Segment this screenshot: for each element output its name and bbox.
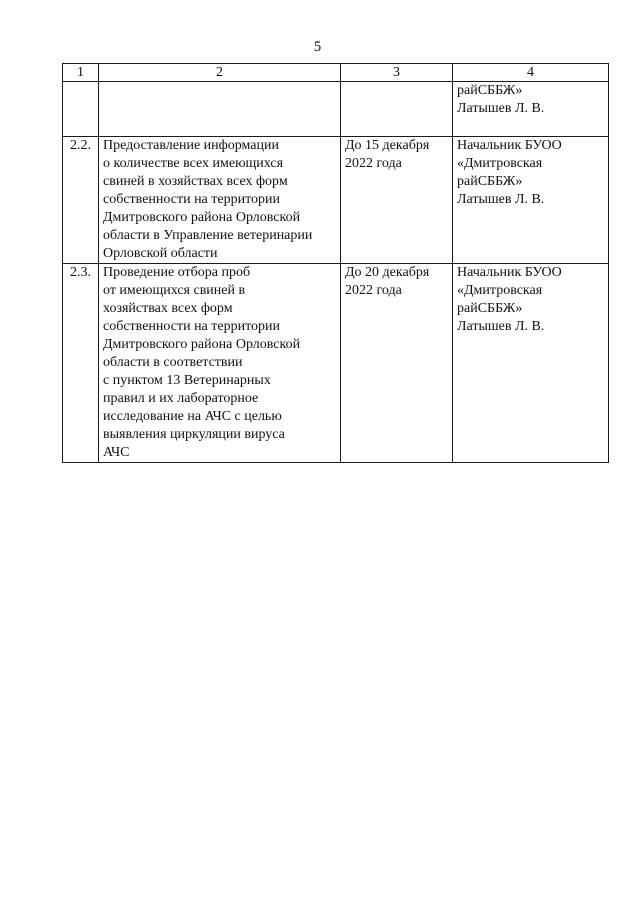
measure-text-cell <box>99 82 341 137</box>
measure-text-line: Проведение отбора проб <box>103 265 251 280</box>
measure-text-line: Орловской области <box>103 246 218 261</box>
row-number-cell: 2.3. <box>63 264 99 463</box>
page-number: 5 <box>313 39 322 55</box>
measure-text-line: собственности на территории <box>103 192 281 207</box>
measure-text-cell <box>99 264 341 463</box>
responsible-line: Латышев Л. В. <box>457 101 545 116</box>
deadline-cell <box>341 137 453 264</box>
deadline-cell <box>341 264 453 463</box>
responsible-line: Латышев Л. В. <box>457 192 545 207</box>
measure-text-line: хозяйствах всех форм <box>103 301 233 316</box>
responsible-cell <box>453 137 609 264</box>
measure-text-line: исследование на АЧС с целью <box>103 409 282 424</box>
measure-text-line: с пунктом 13 Ветеринарных <box>103 373 271 388</box>
responsible-line: райСББЖ» <box>457 301 523 316</box>
measure-text-line: правил и их лабораторное <box>103 391 259 406</box>
deadline-line: До 15 декабря <box>345 138 430 153</box>
deadline-line: 2022 года <box>345 156 402 171</box>
responsible-line: Начальник БУОО <box>457 138 562 153</box>
measure-text-line: области в соответствии <box>103 355 243 370</box>
measure-text-line: свиней в хозяйствах всех форм <box>103 174 288 189</box>
measure-text-line: от имеющихся свиней в <box>103 283 246 298</box>
measure-text-line: собственности на территории <box>103 319 281 334</box>
measure-text-line: выявления циркуляции вируса <box>103 427 285 442</box>
table-row <box>63 137 609 264</box>
measure-text-cell <box>99 137 341 264</box>
measures-table <box>62 63 609 463</box>
deadline-line: До 20 декабря <box>345 265 430 280</box>
table-header-row <box>63 64 609 82</box>
measure-text-line: Предоставление информации <box>103 138 279 153</box>
measure-text-line: Дмитровского района Орловской <box>103 337 301 352</box>
deadline-cell <box>341 82 453 137</box>
column-header: 1 <box>63 64 99 82</box>
table-row <box>63 82 609 137</box>
responsible-cell <box>453 264 609 463</box>
measure-text-line: области в Управление ветеринарии <box>103 228 313 243</box>
column-header: 2 <box>99 64 341 82</box>
responsible-line: Начальник БУОО <box>457 265 562 280</box>
column-header: 3 <box>341 64 453 82</box>
measure-text-line: о количестве всех имеющихся <box>103 156 284 171</box>
measure-text-line: АЧС <box>103 445 130 460</box>
deadline-line: 2022 года <box>345 283 402 298</box>
column-header: 4 <box>453 64 609 82</box>
responsible-line: райСББЖ» <box>457 174 523 189</box>
responsible-line: «Дмитровская <box>457 283 543 298</box>
responsible-line: «Дмитровская <box>457 156 543 171</box>
table-row <box>63 264 609 463</box>
responsible-line: Латышев Л. В. <box>457 319 545 334</box>
responsible-line: райСББЖ» <box>457 83 523 98</box>
row-number-cell <box>63 82 99 137</box>
row-number-cell: 2.2. <box>63 137 99 264</box>
responsible-cell <box>453 82 609 137</box>
measure-text-line: Дмитровского района Орловской <box>103 210 301 225</box>
